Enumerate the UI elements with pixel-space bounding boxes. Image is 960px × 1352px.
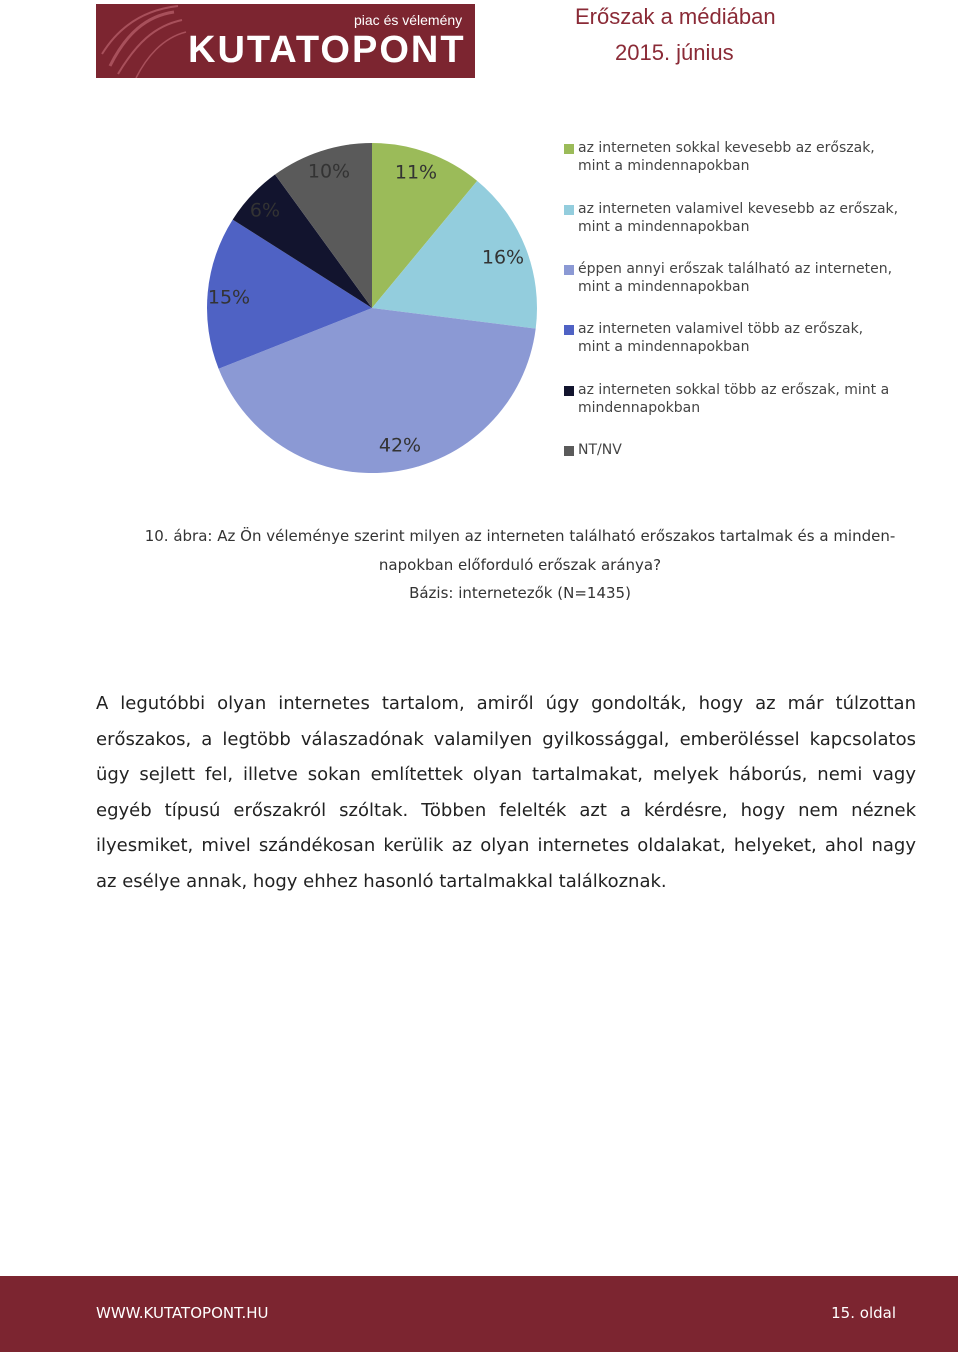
legend-swatch	[564, 144, 574, 154]
legend-swatch	[564, 265, 574, 275]
slice-data-label: 15%	[207, 286, 251, 309]
figure-base: Bázis: internetezők (N=1435)	[409, 584, 631, 602]
logo-tagline: piac és vélemény	[354, 12, 463, 28]
legend-label-continued: mint a mindennapokban	[578, 158, 750, 174]
legend-label-continued: mint a mindennapokban	[578, 279, 750, 295]
legend-label: NT/NV	[578, 442, 622, 458]
legend-swatch	[564, 386, 574, 396]
legend-label: az interneten sokkal több az erőszak, mint a	[578, 382, 890, 398]
page-footer	[0, 1276, 958, 1352]
slice-data-label: 16%	[481, 246, 525, 269]
slice-data-label: 11%	[394, 161, 438, 184]
legend-label-continued: mindennapokban	[578, 400, 701, 416]
legend-item	[564, 260, 924, 296]
legend-item	[564, 139, 924, 175]
legend-label: az interneten valamivel kevesebb az erőszak,	[578, 201, 899, 217]
legend-item	[564, 381, 924, 417]
legend-item	[564, 320, 924, 356]
legend-swatch	[564, 446, 574, 456]
legend-item	[564, 200, 924, 236]
page-number: 15. oldal	[831, 1304, 896, 1322]
legend-item	[564, 441, 924, 459]
pie-chart	[0, 0, 960, 500]
legend-label: az interneten sokkal kevesebb az erőszak,	[578, 140, 875, 156]
document-title: Erőszak a médiában	[575, 4, 776, 29]
legend-label-continued: mint a mindennapokban	[578, 219, 750, 235]
slice-data-label: 42%	[378, 434, 422, 457]
document-date: 2015. június	[615, 40, 734, 65]
body-paragraph: A legutóbbi olyan internetes tartalom, amiről úgy gondolták, hogy az már túlzottan erőszakos, a legtöbb válaszadónak valamilyen gyilkossággal, emberöléssel kapcsolatos ügy sejlett fel, illetve sokan említettek olyan tartalmakat, melyek háborús, nemi vagy egyéb típusú erőszakról szóltak. Többen felelték azt a kérdésre, hogy nem néznek ilyesmiket, mivel szándékosan kerülik az olyan internetes oldalakat, helyeket, ahol nagy az esélye annak, hogy ehhez hasonló tartalmakkal találkoznak.	[96, 693, 916, 892]
legend-label-continued: mint a mindennapokban	[578, 339, 750, 355]
caption-line-2: napokban előforduló erőszak aránya?	[378, 556, 662, 574]
footer-url: WWW.KUTATOPONT.HU	[96, 1304, 269, 1322]
figure-caption	[120, 522, 920, 580]
legend-label: éppen annyi erőszak található az interneten,	[578, 261, 893, 277]
logo-brand: KUTATOPONT	[188, 29, 466, 71]
legend-label: az interneten valamivel több az erőszak,	[578, 321, 864, 337]
legend-swatch	[564, 325, 574, 335]
slice-data-label: 10%	[307, 160, 351, 183]
slice-data-label: 6%	[249, 199, 281, 222]
caption-line-1: 10. ábra: Az Ön véleménye szerint milyen az interneten található erőszakos tartalmak és a minden-	[144, 527, 896, 545]
legend-swatch	[564, 205, 574, 215]
